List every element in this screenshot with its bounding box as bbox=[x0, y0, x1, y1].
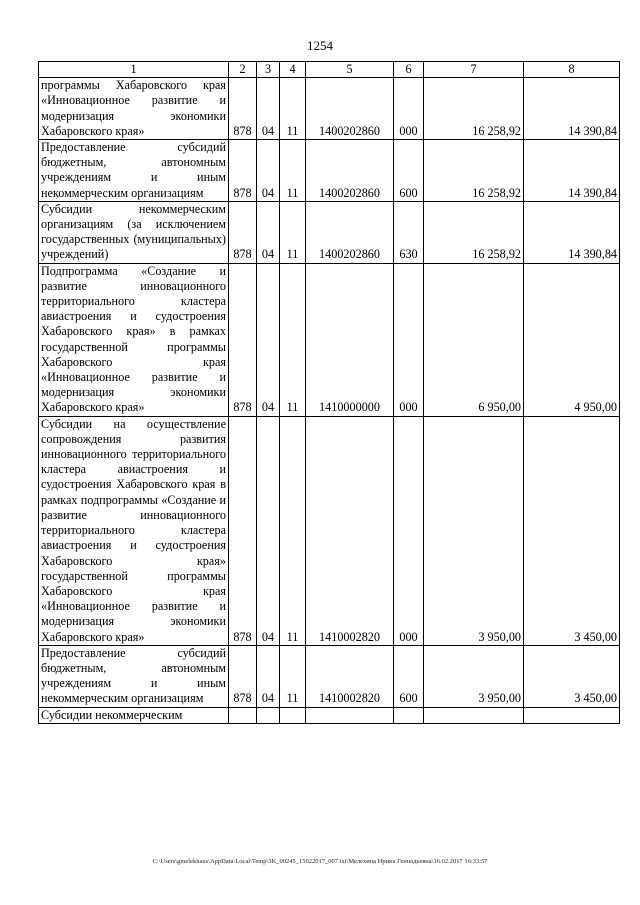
cell-sum-1: 6 950,00 bbox=[424, 263, 524, 416]
cell-rz: 04 bbox=[257, 645, 280, 707]
cell-gr: 878 bbox=[229, 201, 257, 263]
cell-gr: 878 bbox=[229, 416, 257, 645]
table-row bbox=[39, 416, 620, 645]
col-header: 2 bbox=[229, 62, 257, 78]
cell-gr bbox=[229, 707, 257, 723]
cell-rz: 04 bbox=[257, 140, 280, 202]
row-name: программы Хабаровского края «Инновационное развитие и модернизация экономики Хабаровского края» bbox=[39, 78, 229, 140]
cell-rz bbox=[257, 707, 280, 723]
col-header: 5 bbox=[306, 62, 394, 78]
table-row bbox=[39, 201, 620, 263]
table-row bbox=[39, 707, 620, 723]
cell-vr bbox=[394, 707, 424, 723]
cell-csr: 1400202860 bbox=[306, 78, 394, 140]
cell-pr: 11 bbox=[280, 645, 306, 707]
cell-csr: 1400202860 bbox=[306, 140, 394, 202]
col-header: 8 bbox=[524, 62, 620, 78]
cell-sum-1: 16 258,92 bbox=[424, 78, 524, 140]
row-name: Подпрограмма «Создание и развитие инновационного территориального кластера авиастроения и судостроения Хабаровского края» в рамках государственной программы Хабаровского края «Инновационное развитие и модернизация экономики Хабаровского края» bbox=[39, 263, 229, 416]
cell-pr bbox=[280, 707, 306, 723]
cell-pr: 11 bbox=[280, 78, 306, 140]
cell-csr bbox=[306, 707, 394, 723]
row-name: Предоставление субсидий бюджетным, автономным учреждениям и иным некоммерческим организациям bbox=[39, 140, 229, 202]
cell-sum-2 bbox=[524, 707, 620, 723]
cell-pr: 11 bbox=[280, 416, 306, 645]
cell-gr: 878 bbox=[229, 645, 257, 707]
table-row bbox=[39, 78, 620, 140]
page-number: 1254 bbox=[307, 38, 333, 53]
cell-csr: 1410002820 bbox=[306, 645, 394, 707]
cell-csr: 1400202860 bbox=[306, 201, 394, 263]
col-header: 7 bbox=[424, 62, 524, 78]
cell-vr: 000 bbox=[394, 416, 424, 645]
cell-vr: 000 bbox=[394, 263, 424, 416]
row-name: Субсидии некоммерческим bbox=[39, 707, 229, 723]
col-header: 3 bbox=[257, 62, 280, 78]
cell-sum-2: 4 950,00 bbox=[524, 263, 620, 416]
col-header: 1 bbox=[39, 62, 229, 78]
header-row bbox=[39, 62, 620, 78]
cell-rz: 04 bbox=[257, 416, 280, 645]
cell-sum-1 bbox=[424, 707, 524, 723]
table-row bbox=[39, 263, 620, 416]
cell-vr: 600 bbox=[394, 645, 424, 707]
cell-sum-2: 3 450,00 bbox=[524, 645, 620, 707]
cell-rz: 04 bbox=[257, 263, 280, 416]
col-header: 4 bbox=[280, 62, 306, 78]
row-name: Субсидии некоммерческим организациям (за исключением государственных (муниципальных) учреждений) bbox=[39, 201, 229, 263]
row-name: Предоставление субсидий бюджетным, автономным учреждениям и иным некоммерческим организациям bbox=[39, 645, 229, 707]
cell-sum-1: 3 950,00 bbox=[424, 416, 524, 645]
file-path-footer: C:\Users\gmelekhaus\AppData\Local\Temp\3K_00245_15022017_007.txt\Мелехина Ирина Геннадьевна\16.02.2017 16:33:57 bbox=[152, 858, 488, 865]
cell-sum-1: 16 258,92 bbox=[424, 201, 524, 263]
budget-table bbox=[38, 61, 620, 724]
cell-gr: 878 bbox=[229, 140, 257, 202]
cell-vr: 600 bbox=[394, 140, 424, 202]
cell-sum-2: 14 390,84 bbox=[524, 140, 620, 202]
cell-sum-2: 3 450,00 bbox=[524, 416, 620, 645]
cell-gr: 878 bbox=[229, 263, 257, 416]
cell-rz: 04 bbox=[257, 78, 280, 140]
cell-pr: 11 bbox=[280, 263, 306, 416]
table-row bbox=[39, 140, 620, 202]
table-row bbox=[39, 645, 620, 707]
cell-vr: 630 bbox=[394, 201, 424, 263]
cell-sum-1: 3 950,00 bbox=[424, 645, 524, 707]
cell-csr: 1410000000 bbox=[306, 263, 394, 416]
cell-pr: 11 bbox=[280, 201, 306, 263]
cell-rz: 04 bbox=[257, 201, 280, 263]
cell-sum-2: 14 390,84 bbox=[524, 78, 620, 140]
cell-vr: 000 bbox=[394, 78, 424, 140]
cell-csr: 1410002820 bbox=[306, 416, 394, 645]
cell-pr: 11 bbox=[280, 140, 306, 202]
cell-sum-1: 16 258,92 bbox=[424, 140, 524, 202]
cell-gr: 878 bbox=[229, 78, 257, 140]
col-header: 6 bbox=[394, 62, 424, 78]
row-name: Субсидии на осуществление сопровождения развития инновационного территориального кластера авиастроения и судостроения Хабаровского края в рамках подпрограммы «Создание и развитие инновационного территориального кластера авиастроения и судостроения Хабаровского края» государственной программы Хабаровского края «Инновационное развитие и модернизация экономики Хабаровского края» bbox=[39, 416, 229, 645]
cell-sum-2: 14 390,84 bbox=[524, 201, 620, 263]
